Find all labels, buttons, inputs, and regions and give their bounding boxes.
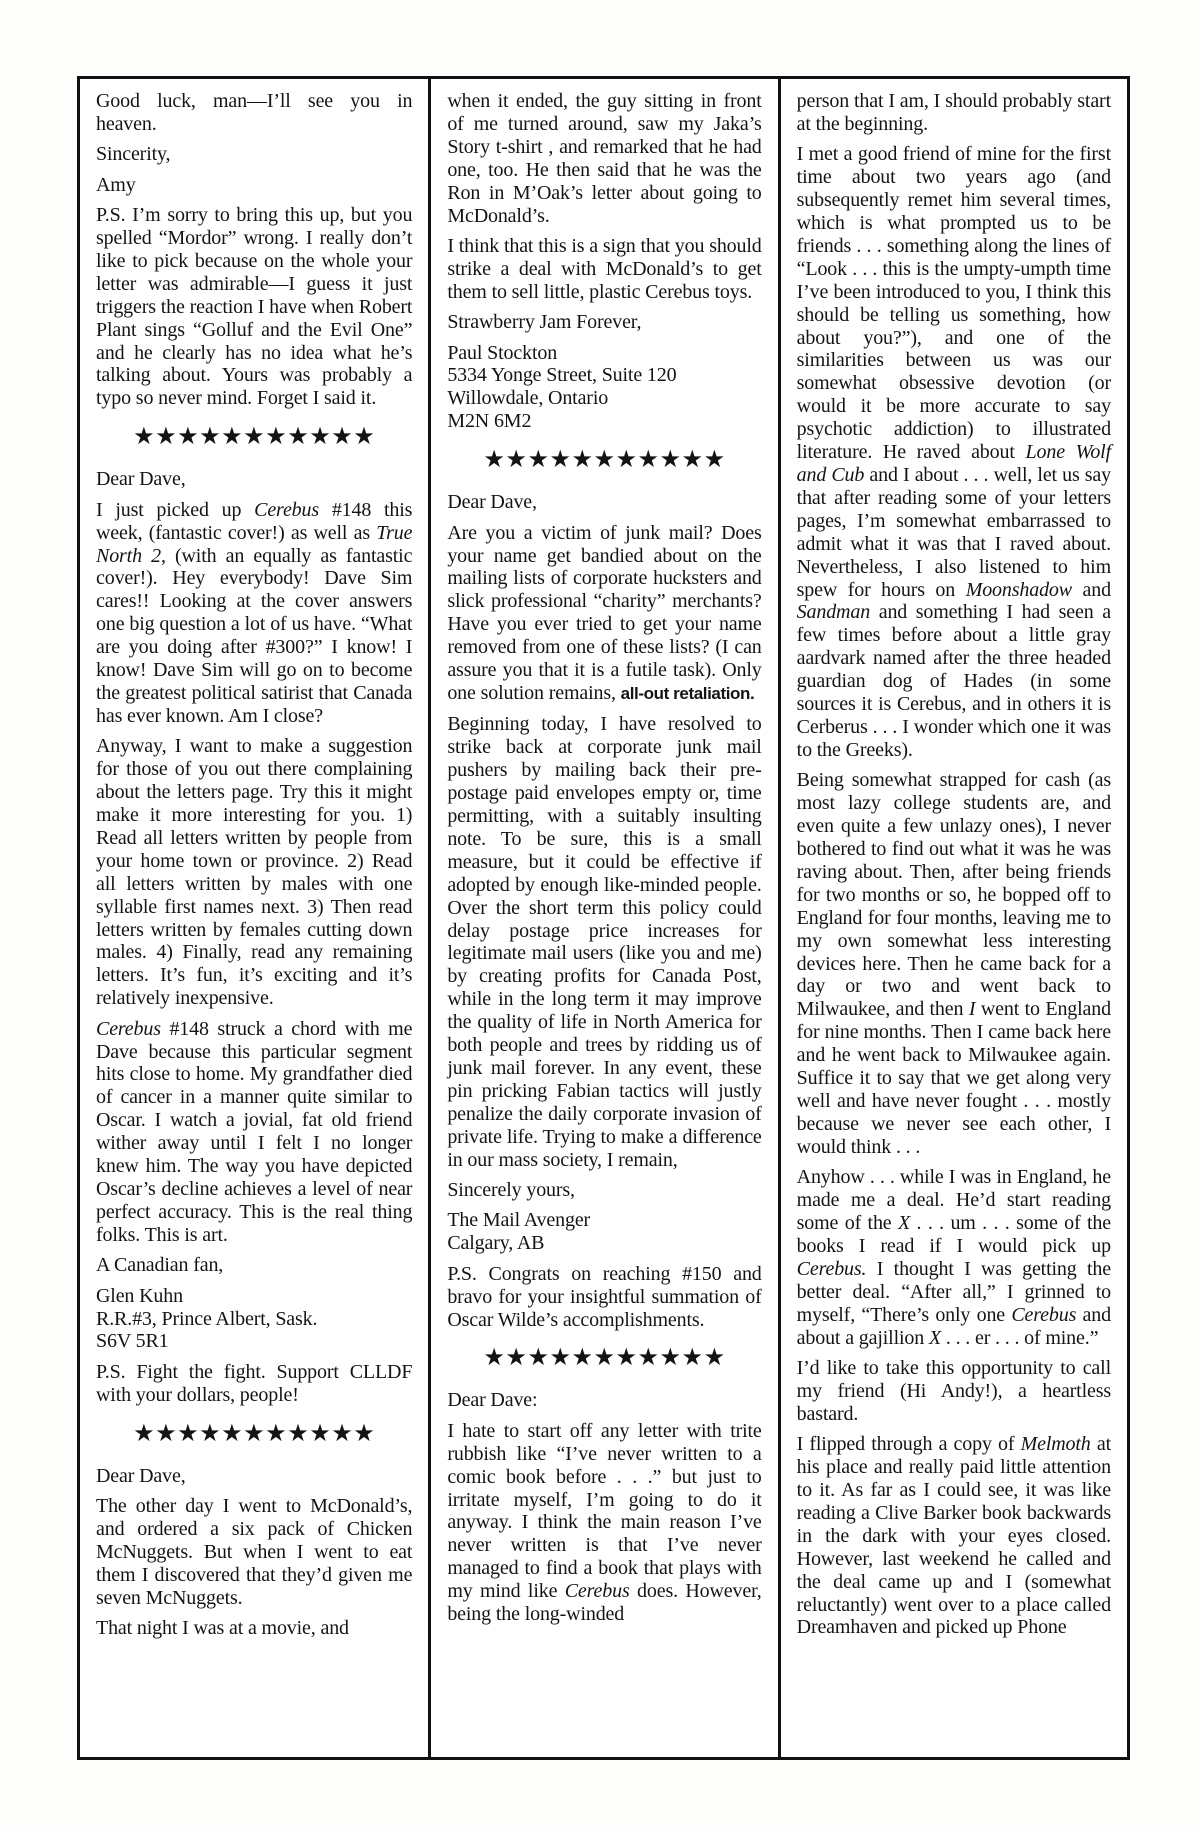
text-run: Anyway, I want to make a suggestion for those of you out there complaining about the letters page. Try this it might make it more interesting for you. 1) Read all letters written by people from your home town or province. 2) Read all letters written by males with one syllable first names next. 3) Then read letters written by females cutting down males. 4) Finally, read any remaining letters. It’s fun, it’s exciting and it’s relatively inexpensive. xyxy=(96,735,413,1010)
letter-paragraph xyxy=(447,235,761,304)
text-run: I flipped through a copy of xyxy=(796,1433,1021,1456)
letter-paragraph xyxy=(96,468,412,491)
letter-paragraph xyxy=(96,204,412,410)
letter-paragraph xyxy=(96,143,412,166)
column-3 xyxy=(778,79,1127,1757)
text-run: does. However, being the long-winded xyxy=(447,1580,762,1626)
letter-paragraph xyxy=(797,1357,1111,1426)
text-run: Amy xyxy=(96,173,136,196)
letter-paragraph xyxy=(447,713,761,1171)
text-run: X xyxy=(928,1326,942,1349)
column-2 xyxy=(428,79,777,1757)
text-run: Being somewhat strapped for cash (as most lazy college students are, and even quite a few unlazy ones), I never bothered to find out what it was he was raving about. Then, after being friends for two months or so, he bopped off to England for four months, leaving me to my own somewhat less interesting devices here. Then he came back for a day or two and went back to Milwaukee, and then xyxy=(796,769,1111,1021)
text-run: and I about . . . well, let us say that after reading some of your letters pages, I’m somewhat embarrassed to admit what it was that I raved about. Nevertheless, I also listened to him spew for hours on xyxy=(796,464,1111,601)
text-run: Dear Dave: xyxy=(447,1389,538,1412)
text-run: Dear Dave, xyxy=(447,491,537,514)
text-run: . . . um . . . some of the books I read if I would pick up xyxy=(796,1212,1111,1257)
text-run: when it ended, the guy sitting in front of me turned around, saw my Jaka’s Story t-shirt , and remarked that he had one, too. He then said that he was the Ron in M’Oak’s letter about going to McDonald’s. xyxy=(447,90,762,227)
text-run: I met a good friend of mine for the first time about two years ago (and subsequently remet him several times, which is what prompted us to be friends . . . something along the lines of “Look . . . this is the umpty-umpth time I’ve been introduced to you, I think this should be telling us something, how about you?”), and one of the similarities between us was our somewhat obsessive devotion (or would it be more accurate to say psychotic addiction) to illustrated literature. He raved about xyxy=(796,143,1111,464)
text-run: Sincerely yours, xyxy=(447,1178,575,1201)
text-run: P.S. Fight the fight. Support CLLDF with your dollars, people! xyxy=(96,1360,413,1406)
letter-paragraph xyxy=(797,143,1111,761)
star-separator: ★★★★★★★★★★★ xyxy=(483,1345,726,1372)
text-run: went to England for nine months. Then I came back here and he went back to Milwaukee again. Suffice it to say that we get along very well and have never fought . . . mostly because we never see each other, I would think . . . xyxy=(796,998,1111,1158)
star-separator: ★★★★★★★★★★★ xyxy=(483,447,726,474)
letter-paragraph xyxy=(96,1254,412,1277)
text-run: Moonshadow xyxy=(965,578,1072,601)
text-run: all-out retaliation. xyxy=(620,683,755,703)
text-run: Dear Dave, xyxy=(96,468,186,491)
letter-paragraph xyxy=(797,1433,1111,1639)
letter-paragraph xyxy=(447,90,761,227)
letter-paragraph xyxy=(96,1617,412,1640)
text-run: Sincerity, xyxy=(96,143,171,166)
text-run: The other day I went to McDonald’s, and ordered a six pack of Chicken McNuggets. But when I went to eat them I discovered that they’d given me seven McNuggets. xyxy=(96,1495,413,1609)
text-run: Cerebus xyxy=(564,1580,630,1603)
letter-paragraph xyxy=(447,1389,761,1412)
text-run: I xyxy=(968,998,976,1021)
text-run: #148 this week, (fantastic cover!) as well as xyxy=(96,498,413,544)
letter-paragraph xyxy=(96,1465,412,1488)
text-run: Sandman xyxy=(796,601,871,624)
text-run: Beginning today, I have resolved to strike back at corporate junk mail pushers by mailing back their pre-postage paid envelopes empty or, time permitting, with a suitably insulting note. To be sure, this is a small measure, but it could be effective if adopted by enough like-minded people. Over the short term this policy could delay postage price increases for legitimate mail users (like you and me) by creating profits for Canada Post, while in the long term it may improve the quality of life in North America for both people and trees by ridding us of junk mail forever. In any event, these pin pricking Fabian tactics will justly penalize the daily corporate invasion of private life. Trying to make a difference in our mass society, I remain, xyxy=(447,713,762,1171)
text-run: #148 struck a chord with me Dave because this particular segment hits close to home. My grandfather died of cancer in a manner quite similar to Oscar. I watch a jovial, fat old friend wither away until I felt I no longer knew him. The way you have depicted Oscar’s decline achieves a level of near perfect accuracy. This is the real thing folks. This is art. xyxy=(96,1017,413,1246)
text-run: Cerebus xyxy=(96,1017,161,1040)
column-1 xyxy=(80,79,428,1757)
signature-address xyxy=(447,342,761,434)
letters-page-frame xyxy=(77,76,1130,1760)
text-run: That night I was at a movie, and xyxy=(96,1617,349,1640)
text-run: P.S. Congrats on reaching #150 and bravo for your insightful summation of Oscar Wilde’s accomplishments. xyxy=(447,1262,762,1331)
star-separator: ★★★★★★★★★★★ xyxy=(133,1420,376,1447)
text-run: Cerebus. xyxy=(796,1257,867,1280)
text-run: Good luck, man—I’ll see you in heaven. xyxy=(96,90,413,135)
letter-paragraph xyxy=(447,1263,761,1332)
address-line: Calgary, AB xyxy=(447,1232,545,1255)
letter-paragraph xyxy=(96,1495,412,1610)
text-run: (with an equally as fantastic cover!). Hey everybody! Dave Sim cares!! Looking at the cover answers one big question a lot of us have. “What are you doing after #300?” I know! I know! Dave Sim will go on to become the greatest political satirist that Canada has ever known. Am I close? xyxy=(96,544,413,727)
text-run: Strawberry Jam Forever, xyxy=(447,311,642,334)
letter-paragraph xyxy=(96,735,412,1010)
text-run: True North 2, xyxy=(96,521,413,567)
address-line: Willowdale, Ontario xyxy=(447,387,609,410)
letter-paragraph xyxy=(797,90,1111,136)
letter-paragraph xyxy=(447,311,761,334)
letter-paragraph xyxy=(96,499,412,728)
text-run: Anyhow . . . while I was in England, he made me a deal. He’d start reading some of the xyxy=(796,1166,1111,1234)
address-line: M2N 6M2 xyxy=(447,410,532,433)
text-run: Lone Wolf and Cub xyxy=(796,441,1111,486)
text-run: P.S. I’m sorry to bring this up, but you spelled “Mordor” wrong. I really don’t like to pick because on the whole your letter was admirable—I guess it just triggers the reaction I have when Robert Plant sings “Golluf and the Evil One” and he clearly has no idea what he’s talking about. Yours was probably a typo so never mind. Forget I said it. xyxy=(96,204,413,410)
text-run: A Canadian fan, xyxy=(96,1254,224,1277)
text-run: Are you a victim of junk mail? Does your name get bandied about on the mailing lists of corporate hucksters and slick professional “charity” merchants? Have you ever tried to get your name removed from one of these lists? (I can assure you that it is a futile task). Only one solution remains, xyxy=(447,521,762,704)
text-run: at his place and really paid little attention to it. As far as I could see, it was like reading a Clive Barker book backwards in the dark with your eyes closed. However, last weekend he called and the deal came up and I (somewhat reluctantly) went over to a place called Dreamhaven and picked up Phone xyxy=(796,1433,1111,1639)
address-line: Glen Kuhn xyxy=(96,1284,183,1307)
signature-address xyxy=(447,1209,761,1255)
text-run: I’d like to take this opportunity to call my friend (Hi Andy!), a heartless bastard. xyxy=(796,1356,1111,1425)
star-separator: ★★★★★★★★★★★ xyxy=(133,424,376,451)
text-run: Cerebus xyxy=(1011,1303,1077,1326)
letter-paragraph xyxy=(96,1361,412,1407)
address-line: S6V 5R1 xyxy=(96,1330,169,1353)
signature-address xyxy=(96,1285,412,1354)
letter-paragraph xyxy=(447,491,761,514)
letter-paragraph xyxy=(447,522,761,706)
text-run: and xyxy=(1071,578,1111,601)
text-run: I thought I was getting the better deal. “After all,” I grinned to myself, “There’s only one xyxy=(796,1257,1111,1326)
address-line: The Mail Avenger xyxy=(447,1209,591,1232)
text-run: I hate to start off any letter with trite rubbish like “I’ve never written to a comic book before . . .” but just to irritate myself, I’m going to do it anyway. I think the main reason I’ve never written is that I’ve never managed to find a book that plays with my mind like xyxy=(447,1419,762,1603)
text-run: I just picked up xyxy=(96,498,255,521)
letter-paragraph xyxy=(96,1018,412,1247)
letter-paragraph xyxy=(96,90,412,136)
letter-paragraph xyxy=(447,1420,761,1626)
text-run: . . . er . . . of mine.” xyxy=(941,1326,1099,1349)
text-run: Dear Dave, xyxy=(96,1464,186,1487)
letter-paragraph xyxy=(797,769,1111,1158)
text-run: and something I had seen a few times before about a little gray aardvark named after the three headed guardian dog of Hades (in some sources it is Cerebus, and in others it is Cerberus . . . I wonder which one it was to the Greeks). xyxy=(796,601,1111,761)
text-run: person that I am, I should probably start at the beginning. xyxy=(796,90,1111,135)
text-run: Melmoth xyxy=(1020,1433,1091,1456)
text-run: Cerebus xyxy=(254,498,320,521)
letter-paragraph xyxy=(96,174,412,197)
address-line: 5334 Yonge Street, Suite 120 xyxy=(447,364,677,387)
letter-paragraph xyxy=(447,1179,761,1202)
text-run: X xyxy=(898,1212,911,1234)
address-line: R.R.#3, Prince Albert, Sask. xyxy=(96,1307,318,1330)
address-line: Paul Stockton xyxy=(447,341,558,364)
text-run: and about a gajillion xyxy=(796,1303,1111,1349)
letter-paragraph xyxy=(797,1166,1111,1349)
text-run: I think that this is a sign that you should strike a deal with McDonald’s to get them to sell little, plastic Cerebus toys. xyxy=(447,234,762,303)
